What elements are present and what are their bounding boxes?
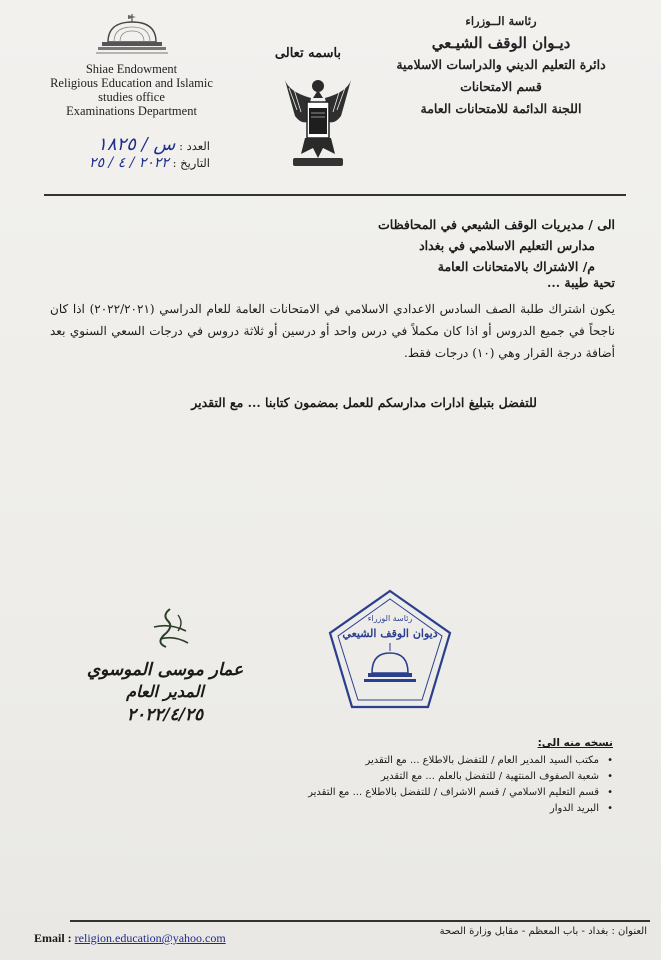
header-divider — [44, 194, 626, 196]
header-line-exams: Examinations Department — [66, 104, 197, 118]
handwritten-signature — [70, 605, 260, 655]
header-line-department: قسم الامتحانات — [460, 79, 542, 94]
header-line-studies: studies office — [98, 90, 165, 104]
footer-email-link[interactable]: religion.education@yahoo.com — [74, 931, 226, 945]
addressee-to: الى / مديريات الوقف الشيعي في المحافظات — [378, 217, 615, 232]
header-arabic — [381, 10, 621, 120]
signature-date: ٢٠٢٢/٤/٢٥ — [126, 705, 204, 725]
official-stamp — [326, 587, 454, 713]
reference-number-value: س / ١٨٢٥ — [97, 134, 176, 155]
header-line-council: رئاسة الــوزراء — [465, 14, 537, 28]
addressee-subject: م/ الاشتراك بالامتحانات العامة — [437, 259, 595, 274]
signature-block — [70, 605, 260, 725]
footer-email-block — [34, 931, 294, 946]
basmala-heading: باسمه تعالى — [274, 46, 342, 61]
stamp-top-text: رئاسة الوزراء — [367, 614, 413, 623]
copy-item: • قسم التعليم الاسلامي / قسم الاشراف / للتفضل بالاطلاع ... مع التقدير — [213, 785, 613, 801]
copy-item: • مكتب السيد المدير العام / للتفضل بالاطلاع ... مع التقدير — [213, 753, 613, 769]
header-english — [44, 12, 219, 118]
copy-item: • البريد الدوار — [213, 801, 613, 817]
footer-divider — [70, 920, 650, 922]
header-line-shiae: Shiae Endowment — [85, 62, 178, 76]
header-line-religious: Religious Education and Islamic — [50, 76, 213, 90]
endowment-dome-logo — [92, 12, 172, 58]
iraq-eagle-emblem — [283, 72, 353, 172]
stamp-dome-icon — [364, 643, 416, 682]
stamp-main-text: ديوان الوقف الشيعي — [342, 627, 438, 640]
reference-block — [60, 136, 210, 172]
reference-number-label: العدد : — [179, 139, 210, 153]
copy-item: • شعبة الصفوف المنتهية / للتفضل بالعلم ... مع التقدير — [213, 769, 613, 785]
signatory-title: المدير العام — [126, 682, 204, 701]
header-line-directorate: دائرة التعليم الديني والدراسات الاسلامية — [396, 57, 606, 72]
addressee-schools: مدارس التعليم الاسلامي في بغداد — [419, 238, 595, 253]
closing-line: للتفضل بتبليغ ادارات مدارسكم للعمل بمضمون كتابنا ... مع التقدير — [191, 395, 537, 410]
copies-title: نسخه منه الى: — [537, 737, 613, 749]
signatory-name: عمار موسى الموسوي — [86, 660, 244, 680]
footer-email-label: Email : — [34, 931, 72, 945]
addressee-block — [50, 214, 615, 277]
header-line-endowment: ديـوان الوقف الشيـعي — [431, 34, 571, 52]
copies-list — [213, 737, 613, 817]
reference-number — [60, 136, 210, 155]
greeting: تحية طيبة ... — [547, 275, 615, 290]
reference-date-label: التاريخ : — [172, 156, 210, 170]
body-paragraph: يكون اشتراك طلبة الصف السادس الاعدادي الاسلامي في الامتحانات العامة للعام الدراسي (٢٠٢٢/٢٠٢١) اذا كان ناجحاً في جميع الدروس أو اذا كان مكملاً في درس واحد أو درسين أو ثلاثة دروس في درجات السعي السنوي بعد أضافة درجة القرار وهي (١٠) درجات فقط. — [50, 302, 615, 360]
reference-date — [60, 155, 210, 172]
footer-address: العنوان : بغداد - باب المعظم - مقابل وزارة الصحة — [439, 926, 647, 937]
reference-date-value: ٢٠٢٢ / ٤ / ٢٥ — [89, 155, 169, 171]
header-line-committee: اللجنة الدائمة للامتحانات العامة — [420, 101, 582, 116]
